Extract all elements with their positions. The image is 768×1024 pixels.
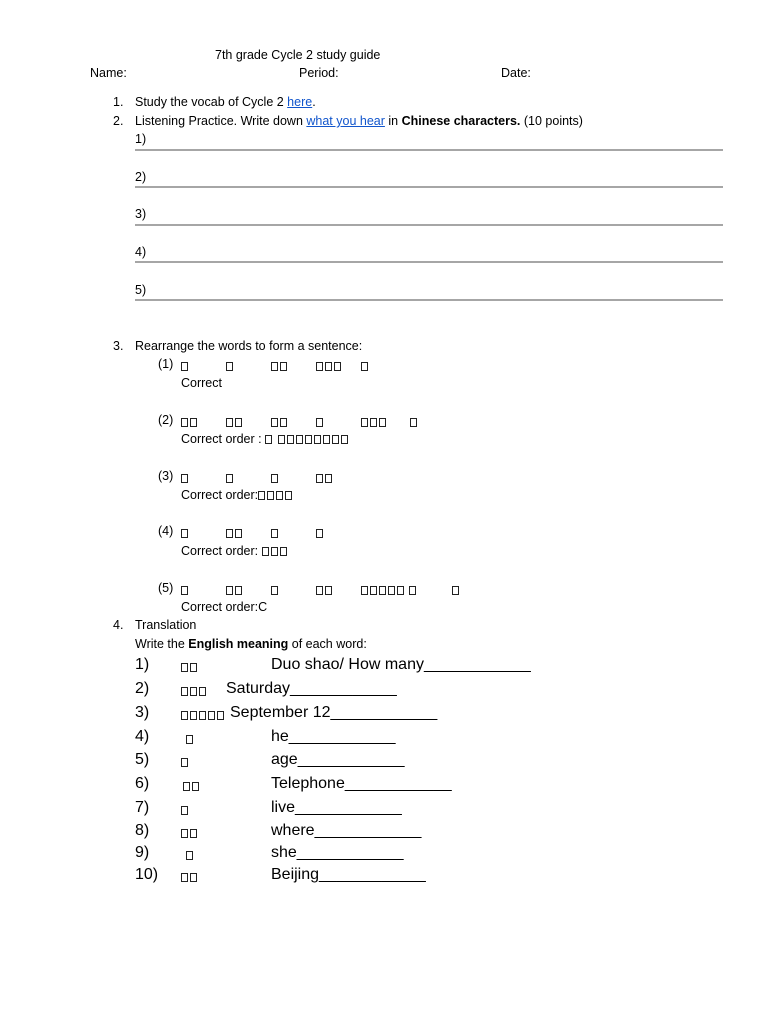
q3-answer: Correct	[181, 376, 222, 390]
chinese-word	[181, 708, 226, 722]
q3-item-number: (2)	[158, 413, 174, 427]
word-tile	[316, 415, 325, 429]
translation-item-number: 10)	[135, 866, 159, 883]
q2-line	[135, 114, 583, 128]
translation-meaning: September 12____________	[230, 704, 438, 721]
chinese-word	[186, 732, 195, 746]
audio-link[interactable]: what you hear	[306, 114, 385, 128]
translation-item-number: 5)	[135, 751, 150, 768]
translation-meaning: age____________	[271, 751, 405, 768]
q1-text: Study the vocab of Cycle 2	[135, 95, 288, 109]
q3-item-number: (5)	[158, 581, 174, 595]
q3-item-number: (4)	[158, 524, 174, 538]
translation-item-number: 2)	[135, 680, 150, 697]
word-tile	[226, 583, 244, 597]
translation-meaning: where____________	[271, 822, 422, 839]
word-tile	[316, 471, 334, 485]
word-tile	[181, 471, 190, 485]
page-title: 7th grade Cycle 2 study guide	[215, 48, 381, 62]
word-tile	[316, 359, 343, 373]
q2-text: Listening Practice. Write down	[135, 114, 307, 128]
translation-item-number: 6)	[135, 775, 150, 792]
q3-item-number: (3)	[158, 469, 174, 483]
word-tile	[316, 583, 334, 597]
q2-bold: Chinese characters.	[401, 114, 521, 128]
q3-answer: Correct order:	[181, 488, 294, 502]
q3-answer: Correct order:C	[181, 600, 268, 614]
word-tile	[181, 526, 190, 540]
q2-mid: in	[384, 114, 402, 128]
translation-meaning: he____________	[271, 728, 396, 745]
word-tile	[271, 415, 289, 429]
answer-line[interactable]	[135, 149, 723, 151]
answer-line-label: 2)	[135, 170, 147, 184]
word-tile	[226, 526, 244, 540]
translation-meaning: live____________	[271, 799, 402, 816]
translation-item-number: 9)	[135, 844, 150, 861]
q3-item-number: (1)	[158, 357, 174, 371]
translation-item-number: 3)	[135, 704, 150, 721]
q3-text: Rearrange the words to form a sentence:	[135, 339, 363, 353]
q3-answer: Correct order:	[181, 544, 289, 558]
word-tile	[226, 471, 235, 485]
answer-line[interactable]	[135, 261, 723, 263]
q4-text: Translation	[135, 618, 197, 632]
word-tile	[181, 359, 190, 373]
q4-number: 4.	[113, 618, 124, 632]
translation-meaning: Duo shao/ How many____________	[271, 656, 531, 673]
chinese-word	[181, 755, 190, 769]
q3-number: 3.	[113, 339, 124, 353]
answer-line-label: 3)	[135, 207, 147, 221]
translation-meaning: she____________	[271, 844, 404, 861]
date-label: Date:	[501, 66, 531, 80]
word-tile	[361, 359, 370, 373]
word-tile	[361, 583, 418, 597]
q1-number: 1.	[113, 95, 124, 109]
word-tile	[181, 415, 199, 429]
word-tile	[271, 526, 280, 540]
word-tile	[361, 415, 388, 429]
word-tile	[271, 583, 280, 597]
chinese-word	[181, 660, 199, 674]
chinese-word	[183, 779, 201, 793]
answer-line-label: 4)	[135, 245, 147, 259]
word-tile	[452, 583, 461, 597]
word-tile	[226, 359, 235, 373]
word-tile	[271, 359, 289, 373]
translation-item-number: 8)	[135, 822, 150, 839]
word-tile	[226, 415, 244, 429]
word-tile	[181, 583, 190, 597]
period-label: Period:	[299, 66, 339, 80]
q1-tail: .	[312, 95, 316, 109]
chinese-word	[181, 803, 190, 817]
translation-item-number: 7)	[135, 799, 150, 816]
word-tile	[271, 471, 280, 485]
chinese-word	[181, 826, 199, 840]
answer-line[interactable]	[135, 224, 723, 226]
name-label: Name:	[90, 66, 127, 80]
q4-instructions: Write the English meaning of each word:	[135, 637, 367, 651]
translation-item-number: 1)	[135, 656, 150, 673]
answer-line-label: 5)	[135, 283, 147, 297]
q1-line	[135, 95, 316, 109]
q2-tail: (10 points)	[520, 114, 583, 128]
chinese-word	[181, 870, 199, 884]
word-tile	[316, 526, 325, 540]
q2-number: 2.	[113, 114, 124, 128]
answer-line[interactable]	[135, 299, 723, 301]
word-tile	[410, 415, 419, 429]
translation-meaning: Beijing____________	[271, 866, 426, 883]
vocab-link[interactable]: here	[287, 95, 313, 109]
answer-line[interactable]	[135, 186, 723, 188]
chinese-word	[186, 848, 195, 862]
q3-answer: Correct order :	[181, 432, 350, 446]
chinese-word	[181, 684, 208, 698]
translation-meaning: Saturday____________	[226, 680, 397, 697]
answer-line-label: 1)	[135, 132, 147, 146]
translation-meaning: Telephone____________	[271, 775, 452, 792]
translation-item-number: 4)	[135, 728, 150, 745]
